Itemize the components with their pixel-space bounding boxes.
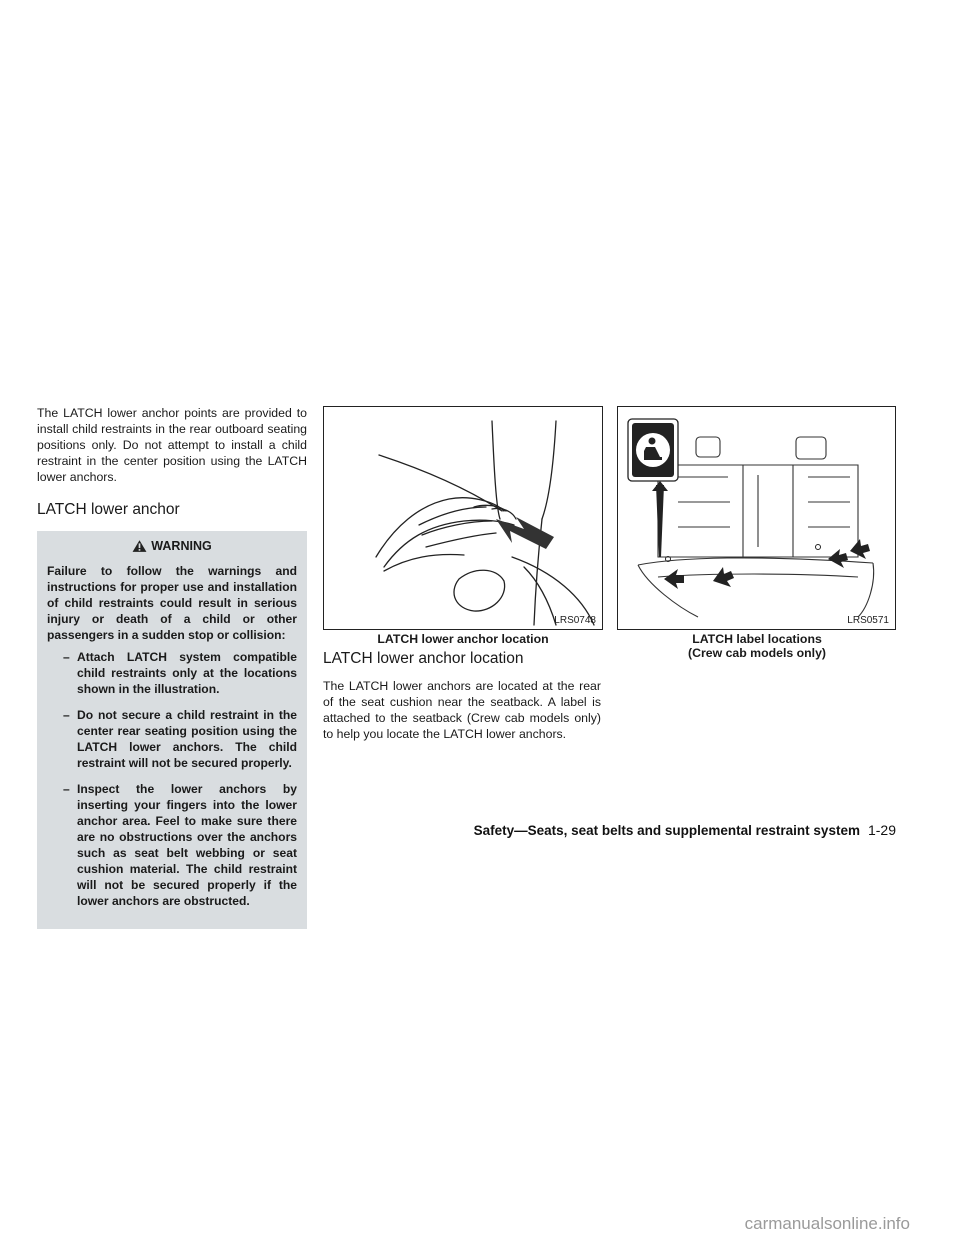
middle-column-text [323,650,601,742]
figure-caption: LATCH lower anchor location [377,632,549,646]
warning-title: WARNING [151,539,212,553]
warning-item: – Inspect the lower anchors by inserting your fingers into the lower anchor area. Feel to make sure there are no obstructions over the anchors such as seat belt webbing or seat cushion material. The child restraint will not be secured properly if the lower anchors are obstructed. [63,782,297,908]
figure-caption: LATCH label locations (Crew cab models only) [687,632,827,660]
warning-item: – Attach LATCH system compatible child restraints only at the locations shown in the illustration. [63,650,297,696]
hand-inserting-fingers-illustration [324,407,602,629]
figure-code: LRS0571 [847,615,889,626]
page-footer [420,822,896,838]
left-column [37,405,307,929]
section-heading-location: LATCH lower anchor location [323,650,524,667]
figure-code: LRS0748 [554,615,596,626]
warning-intro: Failure to follow the warnings and instructions for proper use and installation of child restraints could result in serious injury or death of a child or other passengers in a sudden stop or collision: [47,564,297,642]
rear-seat-illustration [618,407,895,629]
warning-item: – Do not secure a child restraint in the center rear seating position using the LATCH lower anchors. The child restraint will not be secured properly. [63,708,297,770]
warning-box [37,531,307,929]
warning-header [47,539,297,553]
footer-section-title: Safety—Seats, seat belts and supplemental restraint system [473,823,860,838]
watermark: carmanualsonline.info [744,1214,910,1233]
warning-triangle-icon [132,539,147,553]
warning-list [47,649,297,909]
location-paragraph: The LATCH lower anchors are located at the rear of the seat cushion near the seatback. A label is attached to the seatback (Crew cab models only) to help you locate the LATCH lower anchors. [323,679,601,741]
figure-latch-anchor-location [323,406,603,630]
page-number: 1-29 [867,822,896,838]
figure-latch-label-locations [617,406,896,630]
intro-paragraph: The LATCH lower anchor points are provided to install child restraints in the rear outboard seating positions only. Do not attempt to install a child restraint in the center position using the LATCH lower anchors. [37,406,307,484]
section-heading-lower-anchor: LATCH lower anchor [37,501,180,518]
